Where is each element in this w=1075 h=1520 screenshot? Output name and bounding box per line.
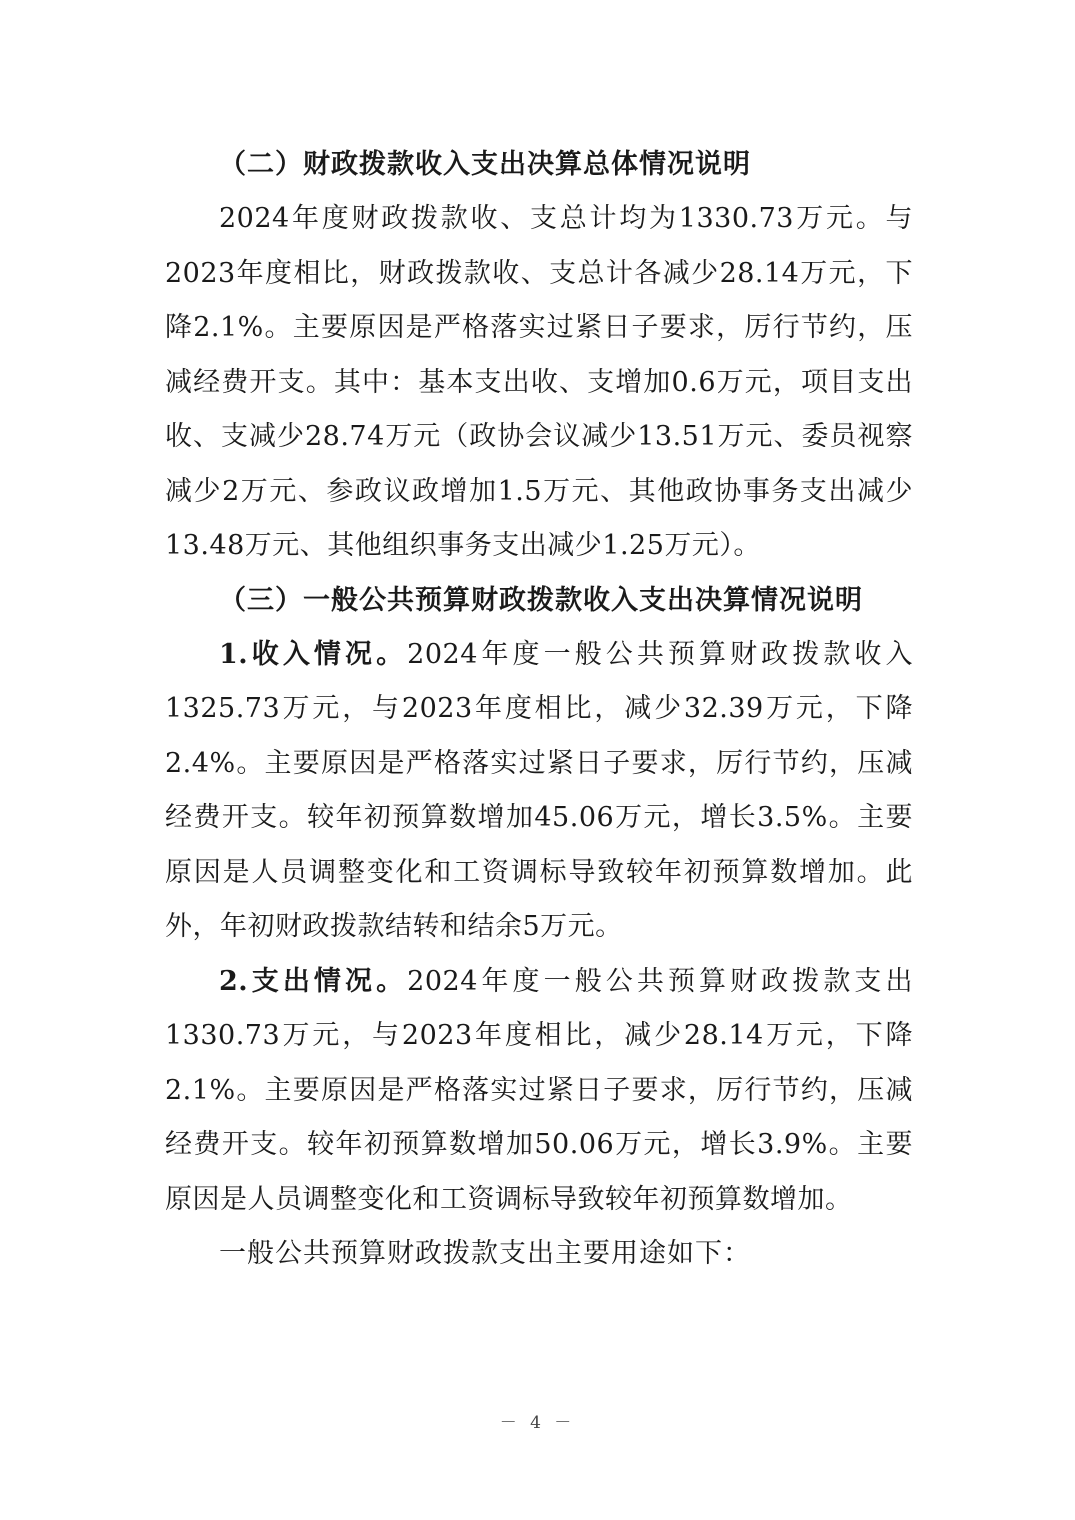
section-2-paragraph: 2024年度财政拨款收、支总计均为1330.73万元。与2023年度相比，财政拨款收、支总计各减少28.14万元，下降2.1%。主要原因是严格落实过紧日子要求，厉行节约，压减经费开支。其中：基本支出收、支增加0.6万元，项目支出收、支减少28.74万元（政协会议减少13.51万元、委员视察减少2万元、参政议政增加1.5万元、其他政协事务支出减少13.48万元、其他组织事务支出减少1.25万元）。 [165, 203, 913, 561]
income-body: 2024年度一般公共预算财政拨款收入1325.73万元，与2023年度相比，减少32.39万元，下降2.4%。主要原因是严格落实过紧日子要求，厉行节约，压减经费开支。较年初预算数增加45.06万元，增长3.5%。主要原因是人员调整变化和工资调标导致较年初预算数增加。此外，年初财政拨款结转和结余5万元。 [165, 638, 913, 942]
expense-lead: 2.支出情况。 [219, 965, 408, 997]
income-lead: 1.收入情况。 [219, 638, 408, 670]
usage-intro: 一般公共预算财政拨款支出主要用途如下： [219, 1238, 751, 1269]
income-paragraph [165, 628, 913, 955]
section-3-heading: （三）一般公共预算财政拨款收入支出决算情况说明 [219, 584, 863, 616]
section-2-heading: （二）财政拨款收入支出决算总体情况说明 [219, 149, 751, 180]
expense-body: 2024年度一般公共预算财政拨款支出1330.73万元，与2023年度相比，减少28.14万元，下降2.1%。主要原因是严格落实过紧日子要求，厉行节约，压减经费开支。较年初预算数增加50.06万元，增长3.9%。主要原因是人员调整变化和工资调标导致较年初预算数增加。 [165, 965, 913, 1215]
expense-paragraph [165, 955, 913, 1228]
document-body [165, 138, 913, 1282]
page-number: － 4 － [499, 1413, 576, 1433]
